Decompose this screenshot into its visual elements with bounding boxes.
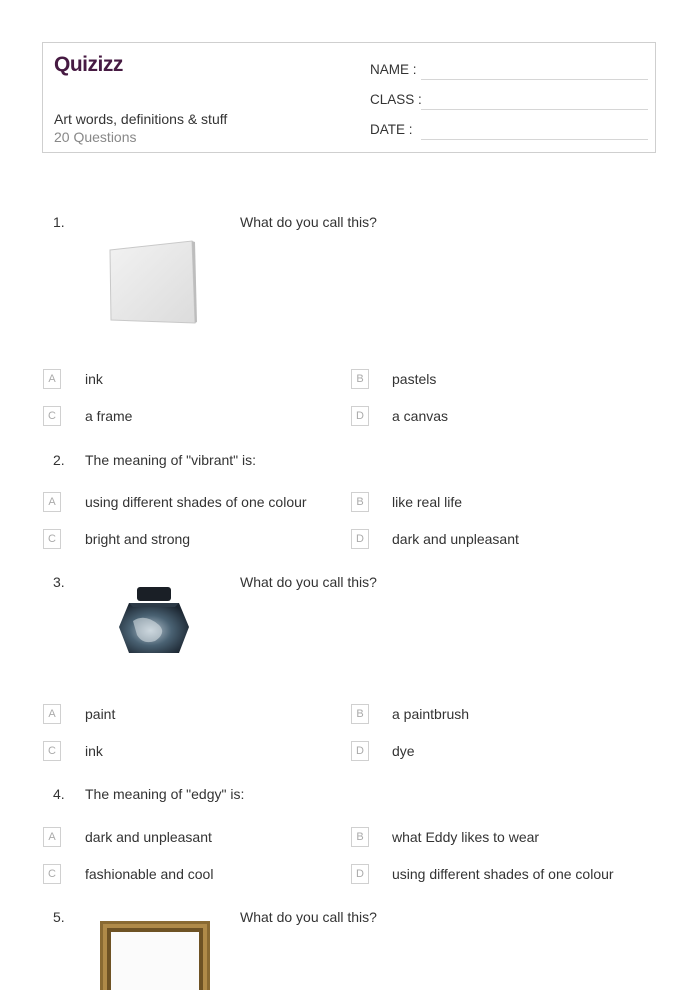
question-number: 4. <box>53 786 65 802</box>
option-text: a paintbrush <box>392 706 470 722</box>
option-letter[interactable]: C <box>43 406 61 426</box>
question-count: 20 Questions <box>54 129 137 145</box>
class-label: CLASS : <box>370 92 422 107</box>
option-text: using different shades of one colour <box>85 494 307 510</box>
option-text: what Eddy likes to wear <box>392 829 540 845</box>
option-text: pastels <box>392 371 437 387</box>
option-letter[interactable]: A <box>43 827 61 847</box>
option-text: bright and strong <box>85 531 191 547</box>
question-text: What do you call this? <box>240 214 377 230</box>
option-letter[interactable]: A <box>43 704 61 724</box>
option-letter[interactable]: B <box>351 704 369 724</box>
question-text: What do you call this? <box>240 909 377 925</box>
ink-bottle-image <box>115 585 195 660</box>
option-text: dark and unpleasant <box>85 829 212 845</box>
option-letter[interactable]: A <box>43 492 61 512</box>
quizizz-logo: Quizizz <box>54 53 123 76</box>
name-label: NAME : <box>370 62 417 77</box>
worksheet-title: Art words, definitions & stuff <box>54 111 228 127</box>
option-text: dye <box>392 743 415 759</box>
date-field[interactable] <box>370 118 648 140</box>
worksheet-header <box>42 42 656 153</box>
option-letter[interactable]: C <box>43 741 61 761</box>
name-line <box>421 79 648 80</box>
option-letter[interactable]: C <box>43 864 61 884</box>
option-text: paint <box>85 706 116 722</box>
option-text: using different shades of one colour <box>392 866 614 882</box>
class-field[interactable] <box>370 88 648 110</box>
option-letter[interactable]: B <box>351 827 369 847</box>
option-letter[interactable]: A <box>43 369 61 389</box>
question-text: The meaning of "vibrant" is: <box>85 452 257 468</box>
option-text: fashionable and cool <box>85 866 214 882</box>
class-line <box>421 109 648 110</box>
option-text: a frame <box>85 408 133 424</box>
option-letter[interactable]: D <box>351 864 369 884</box>
option-letter[interactable]: B <box>351 492 369 512</box>
option-text: ink <box>85 371 103 387</box>
question-number: 5. <box>53 909 65 925</box>
canvas-image <box>105 238 200 328</box>
question-number: 1. <box>53 214 65 230</box>
question-text: What do you call this? <box>240 574 377 590</box>
date-line <box>421 139 648 140</box>
frame-image <box>98 918 212 990</box>
option-text: ink <box>85 743 103 759</box>
option-letter[interactable]: C <box>43 529 61 549</box>
name-field[interactable] <box>370 58 648 80</box>
option-letter[interactable]: D <box>351 529 369 549</box>
option-text: a canvas <box>392 408 449 424</box>
option-text: like real life <box>392 494 463 510</box>
option-letter[interactable]: D <box>351 741 369 761</box>
question-text: The meaning of "edgy" is: <box>85 786 245 802</box>
question-number: 3. <box>53 574 65 590</box>
option-text: dark and unpleasant <box>392 531 519 547</box>
option-letter[interactable]: D <box>351 406 369 426</box>
question-number: 2. <box>53 452 65 468</box>
option-letter[interactable]: B <box>351 369 369 389</box>
date-label: DATE : <box>370 122 413 137</box>
